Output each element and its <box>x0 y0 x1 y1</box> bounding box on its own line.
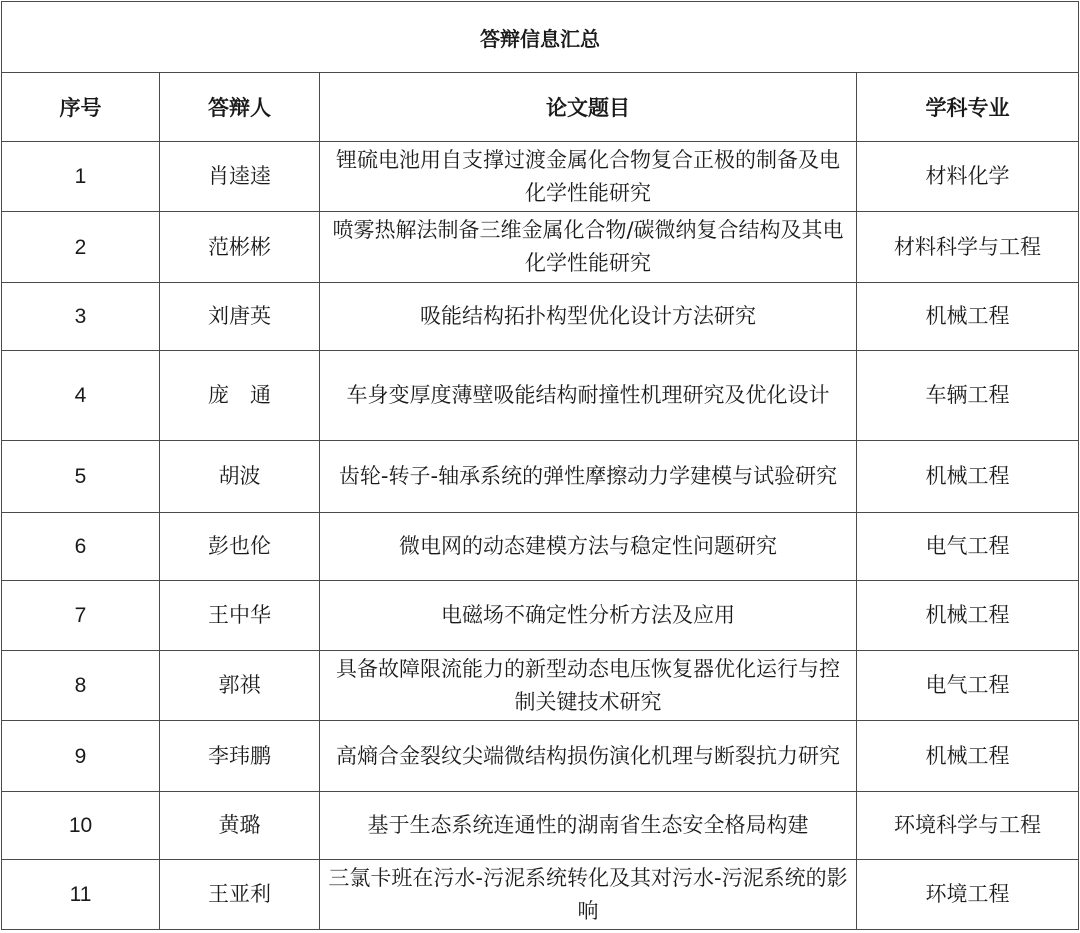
row-major: 车辆工程 <box>857 351 1079 441</box>
table-title: 答辩信息汇总 <box>2 2 1079 73</box>
table-row <box>2 792 1079 860</box>
table-row <box>2 283 1079 351</box>
row-name: 王中华 <box>160 581 320 651</box>
row-major: 机械工程 <box>857 441 1079 513</box>
defense-summary-table <box>1 1 1079 930</box>
row-major: 电气工程 <box>857 651 1079 721</box>
row-index: 3 <box>2 283 160 351</box>
row-name: 庞 通 <box>160 351 320 441</box>
row-topic: 高熵合金裂纹尖端微结构损伤演化机理与断裂抗力研究 <box>320 721 857 792</box>
row-topic: 电磁场不确定性分析方法及应用 <box>320 581 857 651</box>
row-name: 肖逵逵 <box>160 142 320 212</box>
table-row <box>2 581 1079 651</box>
row-name: 王亚利 <box>160 860 320 930</box>
row-topic: 喷雾热解法制备三维金属化合物/碳微纳复合结构及其电化学性能研究 <box>320 212 857 283</box>
table-row <box>2 212 1079 283</box>
row-topic: 车身变厚度薄壁吸能结构耐撞性机理研究及优化设计 <box>320 351 857 441</box>
row-index: 6 <box>2 513 160 581</box>
row-topic: 齿轮-转子-轴承系统的弹性摩擦动力学建模与试验研究 <box>320 441 857 513</box>
row-name: 郭祺 <box>160 651 320 721</box>
row-major: 环境科学与工程 <box>857 792 1079 860</box>
row-major: 材料科学与工程 <box>857 212 1079 283</box>
table-row <box>2 441 1079 513</box>
header-index: 序号 <box>2 73 160 142</box>
header-name: 答辩人 <box>160 73 320 142</box>
row-topic: 具备故障限流能力的新型动态电压恢复器优化运行与控制关键技术研究 <box>320 651 857 721</box>
table-row <box>2 351 1079 441</box>
table-row <box>2 651 1079 721</box>
table-row <box>2 513 1079 581</box>
row-index: 1 <box>2 142 160 212</box>
row-name: 刘唐英 <box>160 283 320 351</box>
row-topic: 微电网的动态建模方法与稳定性问题研究 <box>320 513 857 581</box>
row-major: 材料化学 <box>857 142 1079 212</box>
table-row <box>2 142 1079 212</box>
header-topic: 论文题目 <box>320 73 857 142</box>
row-index: 8 <box>2 651 160 721</box>
row-name: 彭也伦 <box>160 513 320 581</box>
row-topic: 锂硫电池用自支撑过渡金属化合物复合正极的制备及电化学性能研究 <box>320 142 857 212</box>
row-index: 11 <box>2 860 160 930</box>
row-name: 李玮鹏 <box>160 721 320 792</box>
row-name: 范彬彬 <box>160 212 320 283</box>
row-name: 黄璐 <box>160 792 320 860</box>
row-major: 环境工程 <box>857 860 1079 930</box>
row-major: 机械工程 <box>857 721 1079 792</box>
row-major: 电气工程 <box>857 513 1079 581</box>
row-major: 机械工程 <box>857 283 1079 351</box>
row-major: 机械工程 <box>857 581 1079 651</box>
row-index: 2 <box>2 212 160 283</box>
title-row <box>2 2 1079 73</box>
row-index: 4 <box>2 351 160 441</box>
header-major: 学科专业 <box>857 73 1079 142</box>
row-index: 9 <box>2 721 160 792</box>
row-topic: 三氯卡班在污水-污泥系统转化及其对污水-污泥系统的影响 <box>320 860 857 930</box>
row-topic: 基于生态系统连通性的湖南省生态安全格局构建 <box>320 792 857 860</box>
table-row <box>2 860 1079 930</box>
table-row <box>2 721 1079 792</box>
row-topic: 吸能结构拓扑构型优化设计方法研究 <box>320 283 857 351</box>
row-index: 7 <box>2 581 160 651</box>
row-index: 10 <box>2 792 160 860</box>
row-index: 5 <box>2 441 160 513</box>
header-row <box>2 73 1079 142</box>
row-name: 胡波 <box>160 441 320 513</box>
